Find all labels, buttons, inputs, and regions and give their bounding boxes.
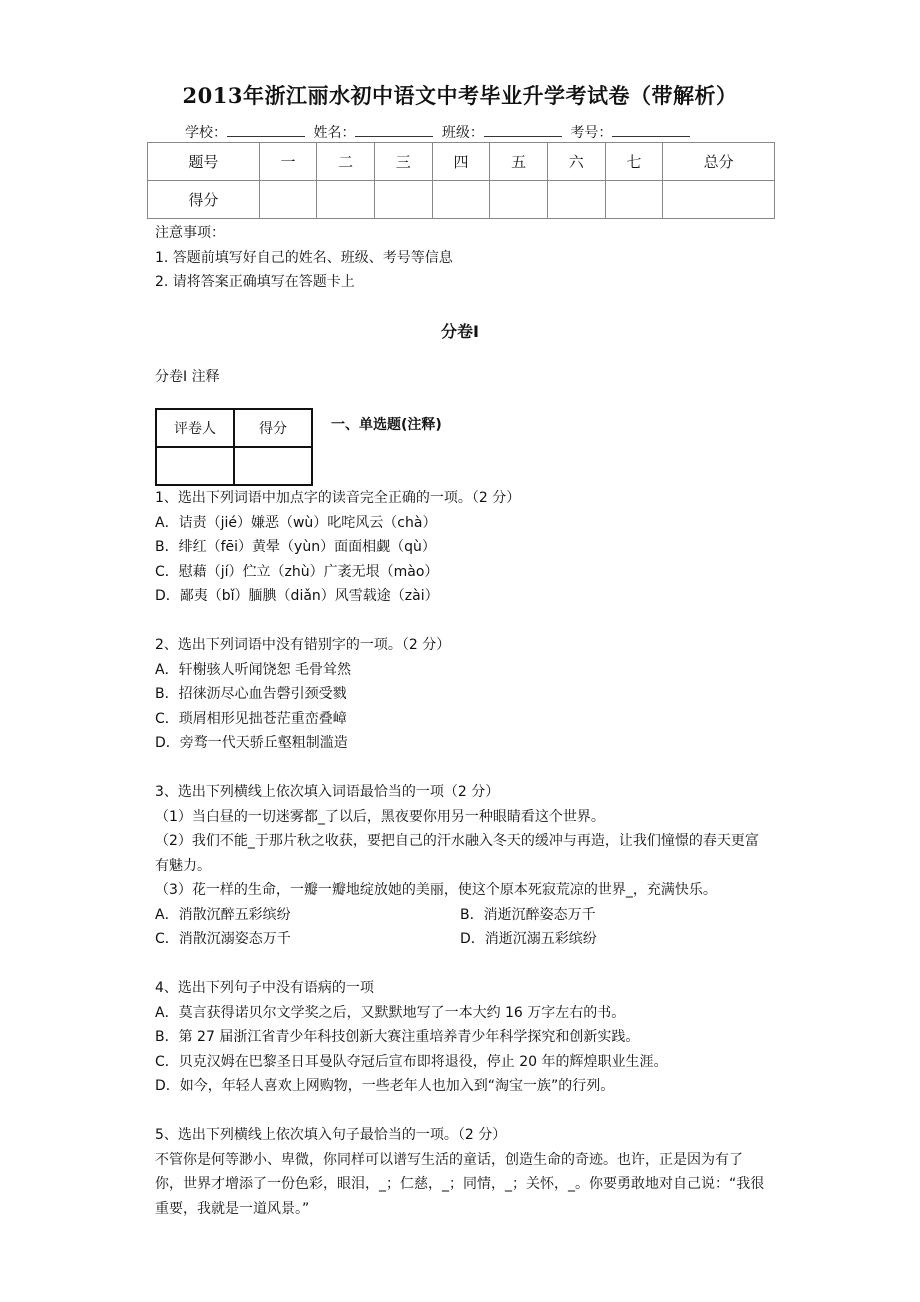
question-3 [155, 780, 770, 952]
question-stem: 3、选出下列横线上依次填入词语最恰当的一项（2 分） [155, 784, 500, 800]
class-blank[interactable] [484, 122, 562, 137]
option-c[interactable]: C．琐屑相形见拙苍茫重峦叠嶂 [155, 710, 347, 727]
question-line: （3）花一样的生命，一瓣一瓣地绽放她的美丽，使这个原本死寂荒凉的世界_，充满快乐。 [155, 882, 717, 898]
score-header-cell: 一 [259, 143, 317, 181]
score-table-header-row [148, 143, 775, 181]
score-header-cell: 四 [432, 143, 490, 181]
question-4 [155, 976, 770, 1099]
score-cell[interactable] [259, 181, 317, 219]
option-b[interactable]: B．第 27 届浙江省青少年科技创新大赛注重培养青少年科学探究和创新实践。 [155, 1029, 640, 1045]
score-cell[interactable] [317, 181, 375, 219]
option-b[interactable]: B．招徕沥尽心血告磬引颈受戮 [155, 686, 347, 702]
option-a[interactable]: A．消散沉醉五彩缤纷 [155, 906, 291, 923]
score-header-cell: 三 [374, 143, 432, 181]
option-b[interactable]: B．消逝沉醉姿态万千 [460, 906, 596, 923]
grader-score-cell[interactable] [234, 447, 312, 485]
score-header-cell: 总分 [663, 143, 775, 181]
option-d[interactable]: D．如今，年轻人喜欢上网购物，一些老年人也加入到“淘宝一族”的行列。 [155, 1078, 615, 1094]
question-line: （2）我们不能_于那片秋之收获，要把自己的汗水融入冬天的缓冲与再造，让我们憧憬的春天更富有魅力。 [155, 833, 759, 874]
exam-number-blank[interactable] [612, 122, 690, 137]
exam-number-label: 考号： [570, 125, 613, 141]
option-d[interactable]: D．旁骛一代天骄丘壑粗制滥造 [155, 735, 348, 751]
options-row [155, 927, 770, 952]
notice-item: 2. 请将答案正确填写在答题卡上 [155, 274, 355, 290]
option-a[interactable]: A．轩榭骇人听闻饶恕 毛骨耸然 [155, 661, 352, 678]
name-label: 姓名： [313, 125, 356, 141]
score-cell[interactable] [374, 181, 432, 219]
question-2 [155, 633, 770, 756]
name-blank[interactable] [355, 122, 433, 137]
score-cell[interactable] [490, 181, 548, 219]
score-row-label: 得分 [148, 181, 260, 219]
question-line: （1）当白昼的一切迷雾都_了以后，黑夜要你用另一种眼睛看这个世界。 [155, 808, 605, 825]
options-row [155, 903, 770, 928]
grader-table [155, 408, 313, 486]
score-table-score-row [148, 181, 775, 219]
grader-label: 评卷人 [156, 409, 234, 447]
exam-title: 2013年浙江丽水初中语文中考毕业升学考试卷（带解析） [182, 83, 738, 108]
part-heading: 一、单选题(注释) [331, 417, 442, 433]
option-a[interactable]: A．莫言获得诺贝尔文学奖之后，又默默地写了一本大约 16 万字左右的书。 [155, 1004, 626, 1021]
score-header-cell: 五 [490, 143, 548, 181]
option-c[interactable]: C．消散沉溺姿态万千 [155, 931, 291, 947]
section-note: 分卷Ⅰ 注释 [155, 369, 220, 385]
student-info-line [185, 122, 694, 142]
question-stem: 4、选出下列句子中没有语病的一项 [155, 980, 374, 996]
question-5 [155, 1123, 770, 1221]
grader-cell[interactable] [156, 447, 234, 485]
question-1 [155, 486, 770, 609]
school-label: 学校： [185, 125, 227, 141]
option-c[interactable]: C．贝克汉姆在巴黎圣日耳曼队夺冠后宣布即将退役，停止 20 年的辉煌职业生涯。 [155, 1053, 668, 1070]
score-header-cell: 七 [605, 143, 663, 181]
question-paragraph: 不管你是何等渺小、卑微，你同样可以谱写生活的童话，创造生命的奇迹。也许，正是因为有了你，世界才增添了一份色彩，眼泪，_；仁慈，_；同情，_；关怀，_。你要勇敢地对自己说：“我很重要，我就是一道风景。” [155, 1151, 765, 1217]
score-cell[interactable] [547, 181, 605, 219]
class-label: 班级： [441, 125, 484, 141]
question-stem: 2、选出下列词语中没有错别字的一项。（2 分） [155, 637, 451, 653]
score-header-cell: 题号 [148, 143, 260, 181]
score-header-cell: 二 [317, 143, 375, 181]
score-cell[interactable] [432, 181, 490, 219]
grader-score-label: 得分 [234, 409, 312, 447]
option-b[interactable]: B．绯红（fēi）黄晕（yùn）面面相觑（qù） [155, 539, 436, 555]
school-blank[interactable] [227, 122, 305, 137]
score-header-cell: 六 [547, 143, 605, 181]
option-c[interactable]: C．慰藉（jí）伫立（zhù）广袤无垠（mào） [155, 563, 439, 580]
section-title: 分卷Ⅰ [441, 322, 479, 341]
option-d[interactable]: D．消逝沉溺五彩缤纷 [460, 931, 597, 947]
question-stem: 5、选出下列横线上依次填入句子最恰当的一项。（2 分） [155, 1127, 507, 1143]
option-d[interactable]: D．鄙夷（bǐ）腼腆（diǎn）风雪载途（zài） [155, 588, 439, 604]
notice-item: 1. 答题前填写好自己的姓名、班级、考号等信息 [155, 249, 453, 266]
question-stem: 1、选出下列词语中加点字的读音完全正确的一项。（2 分） [155, 490, 521, 506]
option-a[interactable]: A．诘责（jié）嫌恶（wù）叱咤风云（chà） [155, 514, 437, 531]
notice-heading: 注意事项： [155, 225, 225, 241]
notice-block [155, 221, 770, 295]
score-cell[interactable] [605, 181, 663, 219]
score-cell[interactable] [663, 181, 775, 219]
questions-block [155, 486, 770, 1221]
score-table [147, 142, 775, 219]
